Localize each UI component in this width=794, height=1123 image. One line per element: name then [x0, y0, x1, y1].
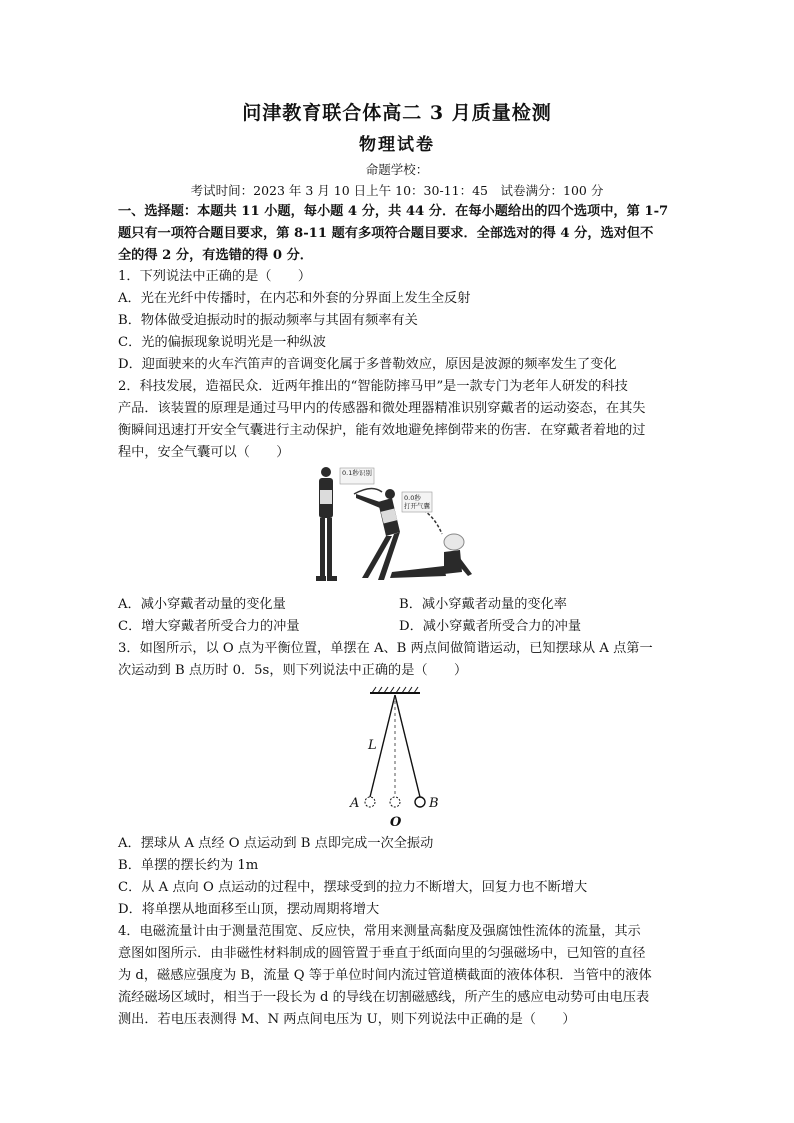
fall-sequence-figure — [302, 462, 502, 588]
q4-stem-3: 为 d，磁感应强度为 B，流量 Q 等于单位时间内流过管道横截面的液体体积．当管中的液体 — [118, 968, 652, 983]
pendulum-figure — [340, 683, 450, 833]
fig-label-B: B — [429, 796, 439, 811]
q2-option-c: C．增大穿戴者所受合力的冲量 — [118, 619, 300, 634]
school-line: 命题学校： — [365, 162, 429, 177]
q2-stem-2: 产品．该装置的原理是通过马甲内的传感器和微处理器精准识别穿戴者的运动姿态，在其失 — [118, 401, 646, 416]
q4-stem-2: 意图如图所示．由非磁性材料制成的圆管置于垂直于纸面向里的匀强磁场中，已知管的直径 — [118, 946, 646, 961]
q3-option-a: A．摆球从 A 点经 O 点运动到 B 点即完成一次全振动 — [118, 836, 434, 851]
fig-label-1: 0.1秒识别 — [342, 469, 372, 477]
q2-option-a: A．减小穿戴者动量的变化量 — [118, 597, 286, 612]
q4-stem-5: 测出．若电压表测得 M、N 两点间电压为 U，则下列说法中正确的是（ ） — [118, 1012, 576, 1027]
q1-option-c: C．光的偏振现象说明光是一种纵波 — [118, 335, 326, 350]
section-instructions-1: 一、选择题：本题共 11 小题，每小题 4 分，共 44 分．在每小题给出的四个选项中，第 1-7 — [118, 204, 669, 219]
fig-label-2b: 打开气囊 — [404, 502, 430, 510]
q4-stem-4: 流经磁场区域时，相当于一段长为 d 的导线在切割磁感线，所产生的感应电动势可由电压表 — [118, 990, 650, 1005]
q4-stem-1: 4．电磁流量计由于测量范围宽、反应快，常用来测量高黏度及强腐蚀性流体的流量，其示 — [118, 924, 641, 939]
q1-option-b: B．物体做受迫振动时的振动频率与其固有频率有关 — [118, 313, 418, 328]
q2-option-b: B．减小穿戴者动量的变化率 — [399, 597, 567, 612]
q3-stem-2: 次运动到 B 点历时 0．5s，则下列说法中正确的是（ ） — [118, 663, 468, 678]
q1-stem: 1．下列说法中正确的是（ ） — [118, 269, 312, 284]
section-instructions-2: 题只有一项符合题目要求，第 8-11 题有多项符合题目要求．全部选对的得 4 分，选对但不 — [118, 226, 654, 241]
fig-label-L: L — [368, 738, 377, 753]
fig-label-A: A — [350, 796, 360, 811]
q1-option-a: A．光在光纤中传播时，在内芯和外套的分界面上发生全反射 — [118, 291, 471, 306]
exam-info: 考试时间：2023 年 3 月 10 日上午 10：30-11：45 试卷满分：100 分 — [190, 183, 604, 198]
fig-label-O: O — [390, 815, 402, 830]
exam-title: 问津教育联合体高二 3 月质量检测 — [242, 102, 552, 124]
q2-option-d: D．减小穿戴者所受合力的冲量 — [399, 619, 582, 634]
exam-subtitle: 物理试卷 — [359, 135, 435, 155]
q3-option-c: C．从 A 点向 O 点运动的过程中，摆球受到的拉力不断增大，回复力也不断增大 — [118, 880, 588, 895]
fig-label-2: 0.0秒 — [404, 494, 421, 502]
q2-stem-3: 衡瞬间迅速打开安全气囊进行主动保护，能有效地避免摔倒带来的伤害．在穿戴者着地的过 — [118, 423, 646, 438]
q1-option-d: D．迎面驶来的火车汽笛声的音调变化属于多普勒效应，原因是波源的频率发生了变化 — [118, 357, 617, 372]
q3-option-d: D．将单摆从地面移至山顶，摆动周期将增大 — [118, 902, 380, 917]
q3-option-b: B．单摆的摆长约为 1m — [118, 858, 259, 873]
section-instructions-3: 全的得 2 分，有选错的得 0 分． — [118, 248, 313, 263]
q2-stem-1: 2．科技发展，造福民众．近两年推出的“智能防摔马甲”是一款专门为老年人研发的科技 — [118, 379, 628, 394]
q2-stem-4: 程中，安全气囊可以（ ） — [118, 445, 290, 460]
q3-stem-1: 3．如图所示，以 O 点为平衡位置，单摆在 A、B 两点间做简谐运动，已知摆球从 A 点第一 — [118, 641, 653, 656]
